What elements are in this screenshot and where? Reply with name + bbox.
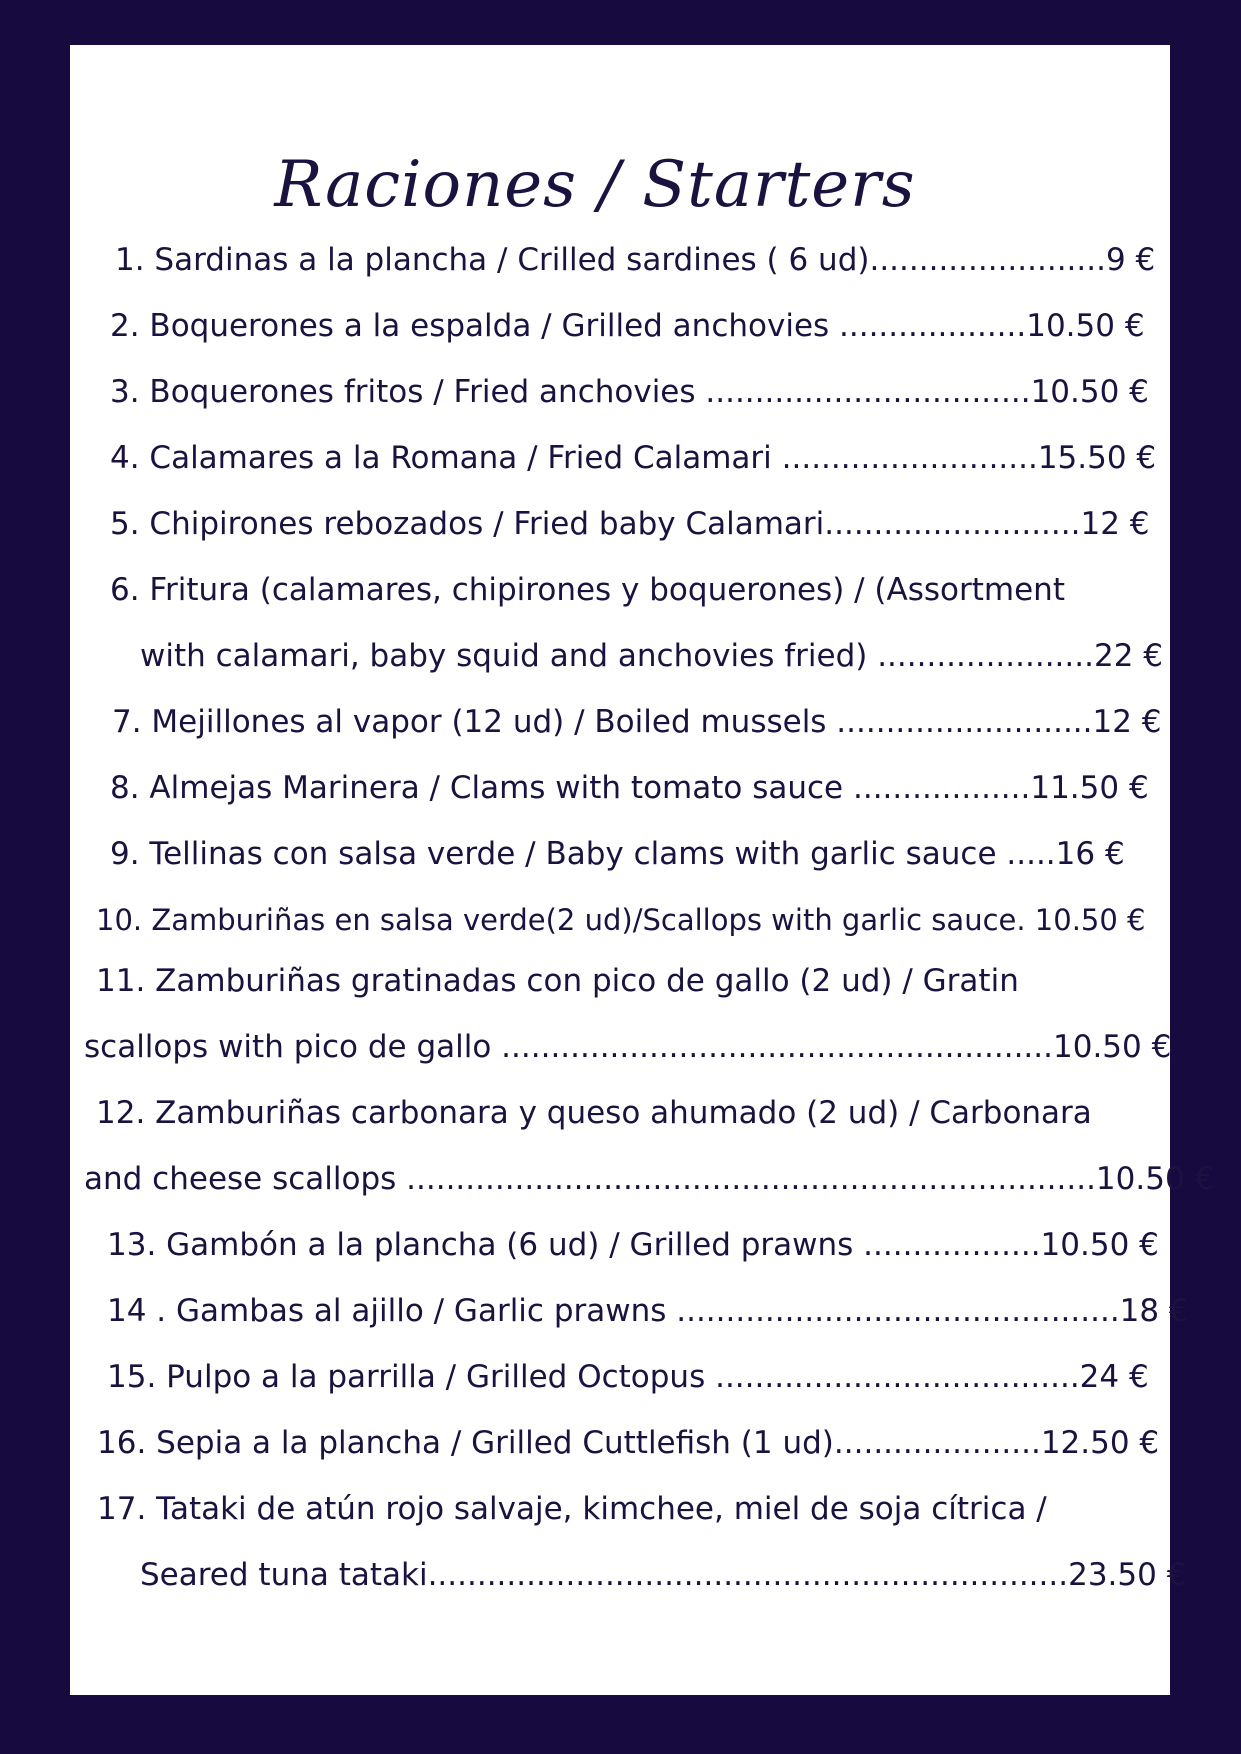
menu-item-1: 1. Sardinas a la plancha / Crilled sardines ( 6 ud)........................9 € bbox=[115, 242, 1156, 278]
menu-item-16: 16. Sepia a la plancha / Grilled Cuttlefish (1 ud).....................12.50 € bbox=[97, 1425, 1160, 1461]
menu-item-14: 14 . Gambas al ajillo / Garlic prawns .............................................18 € bbox=[107, 1293, 1189, 1329]
menu-item-6: 6. Fritura (calamares, chipirones y boquerones) / (Assortment bbox=[110, 572, 1065, 608]
menu-item-7: 7. Mejillones al vapor (12 ud) / Boiled mussels ..........................12 € bbox=[112, 704, 1162, 740]
menu-item-12: 12. Zamburiñas carbonara y queso ahumado (2 ud) / Carbonara bbox=[96, 1095, 1092, 1131]
menu-item-9: 9. Tellinas con salsa verde / Baby clams with garlic sauce .....16 € bbox=[110, 836, 1125, 872]
menu-item-4: 4. Calamares a la Romana / Fried Calamari ..........................15.50 € bbox=[110, 440, 1157, 476]
menu-item-2: 2. Boquerones a la espalda / Grilled anchovies ...................10.50 € bbox=[110, 308, 1145, 344]
menu-item-17: 17. Tataki de atún rojo salvaje, kimchee, miel de soja cítrica / bbox=[97, 1491, 1047, 1527]
menu-item-10: 10. Zamburiñas en salsa verde(2 ud)/Scallops with garlic sauce. 10.50 € bbox=[96, 903, 1146, 937]
menu-item-12-continued: and cheese scallops ......................................................................10.50 € bbox=[84, 1161, 1215, 1197]
menu-item-17-continued: Seared tuna tataki.................................................................23.50 € bbox=[140, 1557, 1187, 1593]
menu-item-13: 13. Gambón a la plancha (6 ud) / Grilled prawns ..................10.50 € bbox=[107, 1227, 1159, 1263]
menu-page bbox=[70, 45, 1215, 1695]
menu-item-11-continued: scallops with pico de gallo ........................................................10.50 € bbox=[84, 1029, 1172, 1065]
menu-item-11: 11. Zamburiñas gratinadas con pico de gallo (2 ud) / Gratin bbox=[96, 963, 1019, 999]
menu-item-5: 5. Chipirones rebozados / Fried baby Calamari..........................12 € bbox=[110, 506, 1150, 542]
menu-item-8: 8. Almejas Marinera / Clams with tomato sauce ..................11.50 € bbox=[110, 770, 1149, 806]
menu-item-3: 3. Boquerones fritos / Fried anchovies .................................10.50 € bbox=[110, 374, 1149, 410]
menu-item-15: 15. Pulpo a la parrilla / Grilled Octopus .....................................24 € bbox=[107, 1359, 1149, 1395]
menu-title: Raciones / Starters bbox=[274, 148, 916, 222]
menu-item-6-continued: with calamari, baby squid and anchovies fried) ......................22 € bbox=[140, 638, 1163, 674]
